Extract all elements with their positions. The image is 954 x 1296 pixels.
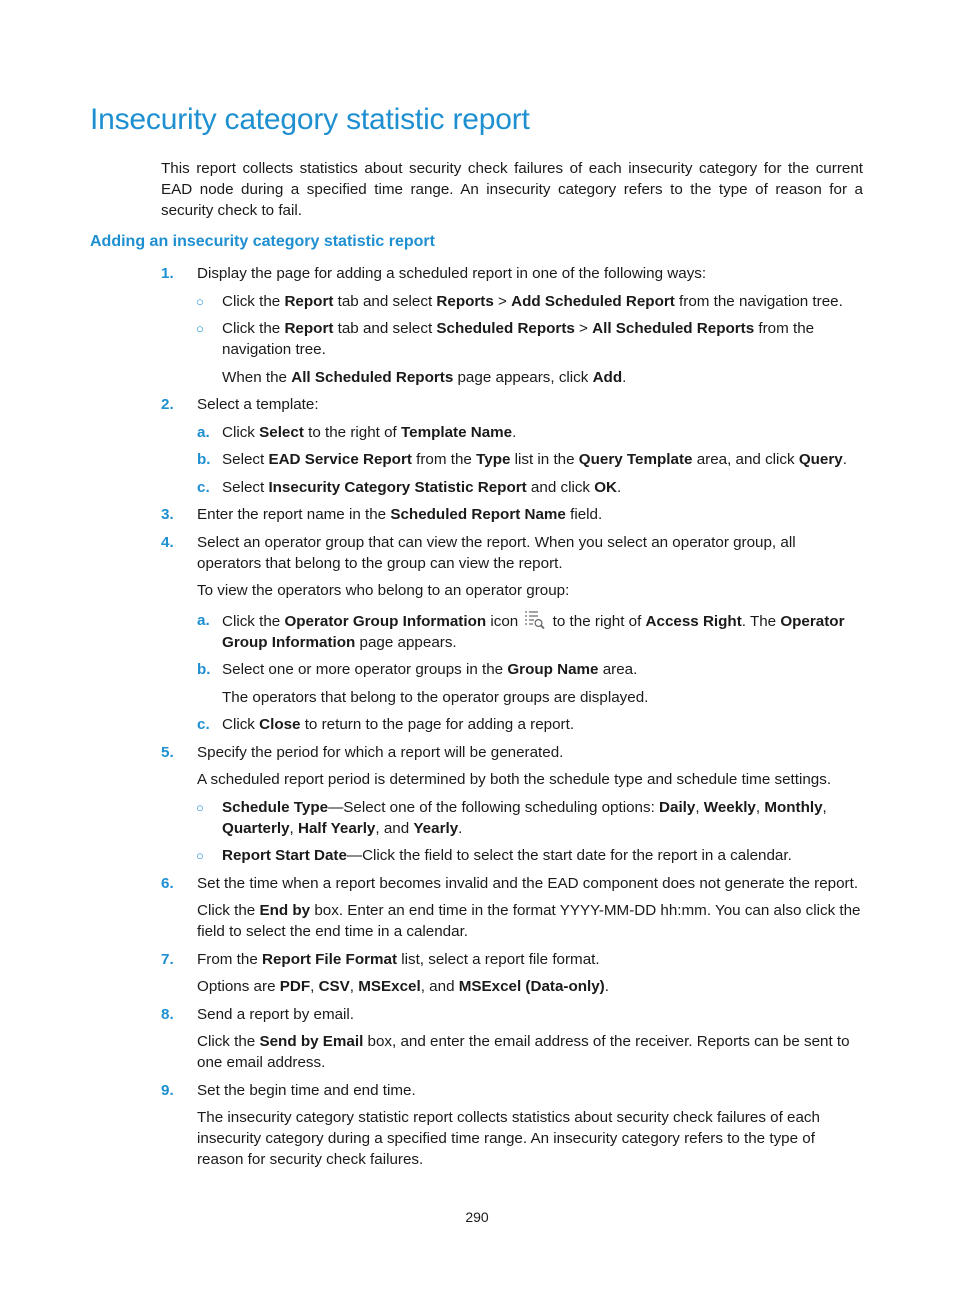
- step-number: 6.: [161, 875, 174, 892]
- section-heading: Adding an insecurity category statistic report: [90, 233, 435, 250]
- step-note: A scheduled report period is determined by both the schedule type and schedule time settings.: [197, 771, 832, 788]
- substep-text: Click Select to the right of Template Name.: [222, 424, 517, 441]
- page-title: Insecurity category statistic report: [90, 103, 530, 136]
- step-number: 2.: [161, 396, 174, 413]
- option-item: Report Start Date—Click the field to select the start date for the report in a calendar.: [222, 847, 792, 864]
- step-number: 1.: [161, 265, 174, 282]
- step-note: Click the Send by Email box, and enter the email address of the receiver. Reports can be sent to one email address.: [197, 1033, 850, 1071]
- step-number: 5.: [161, 744, 174, 761]
- page-number: 290: [465, 1209, 489, 1225]
- bullet-icon: ○: [196, 321, 204, 336]
- substep-letter: c.: [197, 479, 210, 496]
- substep-letter: b.: [197, 661, 211, 678]
- step-note: When the All Scheduled Reports page appears, click Add.: [222, 369, 627, 386]
- intro-paragraph: This report collects statistics about security check failures of each insecurity category for the current EAD node during a specified time range. An insecurity category refers to the type of reason for a security check to fail.: [161, 160, 863, 219]
- step-number: 3.: [161, 506, 174, 523]
- list-search-icon: [524, 610, 546, 630]
- bullet-icon: ○: [196, 294, 204, 309]
- step-text: From the Report File Format list, select a report file format.: [197, 951, 600, 968]
- step-text: Set the begin time and end time.: [197, 1082, 416, 1099]
- step-note: The insecurity category statistic report collects statistics about security check failures of each insecurity category during a specified time range. An insecurity category refers to the type of reason for security check failures.: [197, 1109, 820, 1168]
- step-text: Send a report by email.: [197, 1006, 355, 1023]
- step-text: Display the page for adding a scheduled report in one of the following ways:: [197, 265, 707, 282]
- substep-text: Click Close to return to the page for adding a report.: [222, 716, 575, 733]
- substep-text: Click the Operator Group Information icon to the right of Access Right. The Operator Group Information page appears.: [222, 610, 863, 653]
- step-text: Enter the report name in the Scheduled Report Name field.: [197, 506, 603, 523]
- substep-letter: c.: [197, 716, 210, 733]
- substep-letter: b.: [197, 451, 211, 468]
- substep-letter: a.: [197, 424, 210, 441]
- substep-letter: a.: [197, 612, 210, 629]
- step-note: Click the End by box. Enter an end time in the format YYYY-MM-DD hh:mm. You can also click the field to select the end time in a calendar.: [197, 902, 861, 940]
- substep-text: Select Insecurity Category Statistic Report and click OK.: [222, 479, 622, 496]
- substep-note: The operators that belong to the operator groups are displayed.: [222, 689, 649, 706]
- step-text: Set the time when a report becomes invalid and the EAD component does not generate the report.: [197, 875, 859, 892]
- step-number: 9.: [161, 1082, 174, 1099]
- bullet-icon: ○: [196, 848, 204, 863]
- substep-text: Select one or more operator groups in the Group Name area.: [222, 661, 638, 678]
- step-number: 4.: [161, 534, 174, 551]
- option-item: Click the Report tab and select Scheduled Reports > All Scheduled Reports from the navigation tree.: [222, 320, 815, 358]
- bullet-icon: ○: [196, 800, 204, 815]
- step-text: Select a template:: [197, 396, 319, 413]
- step-number: 7.: [161, 951, 174, 968]
- option-item: Schedule Type—Select one of the following scheduling options: Daily, Weekly, Monthly, Quarterly, Half Yearly, and Yearly.: [222, 799, 827, 837]
- step-text: Select an operator group that can view the report. When you select an operator group, all operators that belong to the group can view the report.: [197, 534, 796, 572]
- option-item: Click the Report tab and select Reports > Add Scheduled Report from the navigation tree.: [222, 293, 843, 310]
- step-text: Specify the period for which a report will be generated.: [197, 744, 564, 761]
- step-number: 8.: [161, 1006, 174, 1023]
- step-note: Options are PDF, CSV, MSExcel, and MSExcel (Data-only).: [197, 978, 609, 995]
- step-note: To view the operators who belong to an operator group:: [197, 582, 570, 599]
- substep-text: Select EAD Service Report from the Type list in the Query Template area, and click Query.: [222, 451, 847, 468]
